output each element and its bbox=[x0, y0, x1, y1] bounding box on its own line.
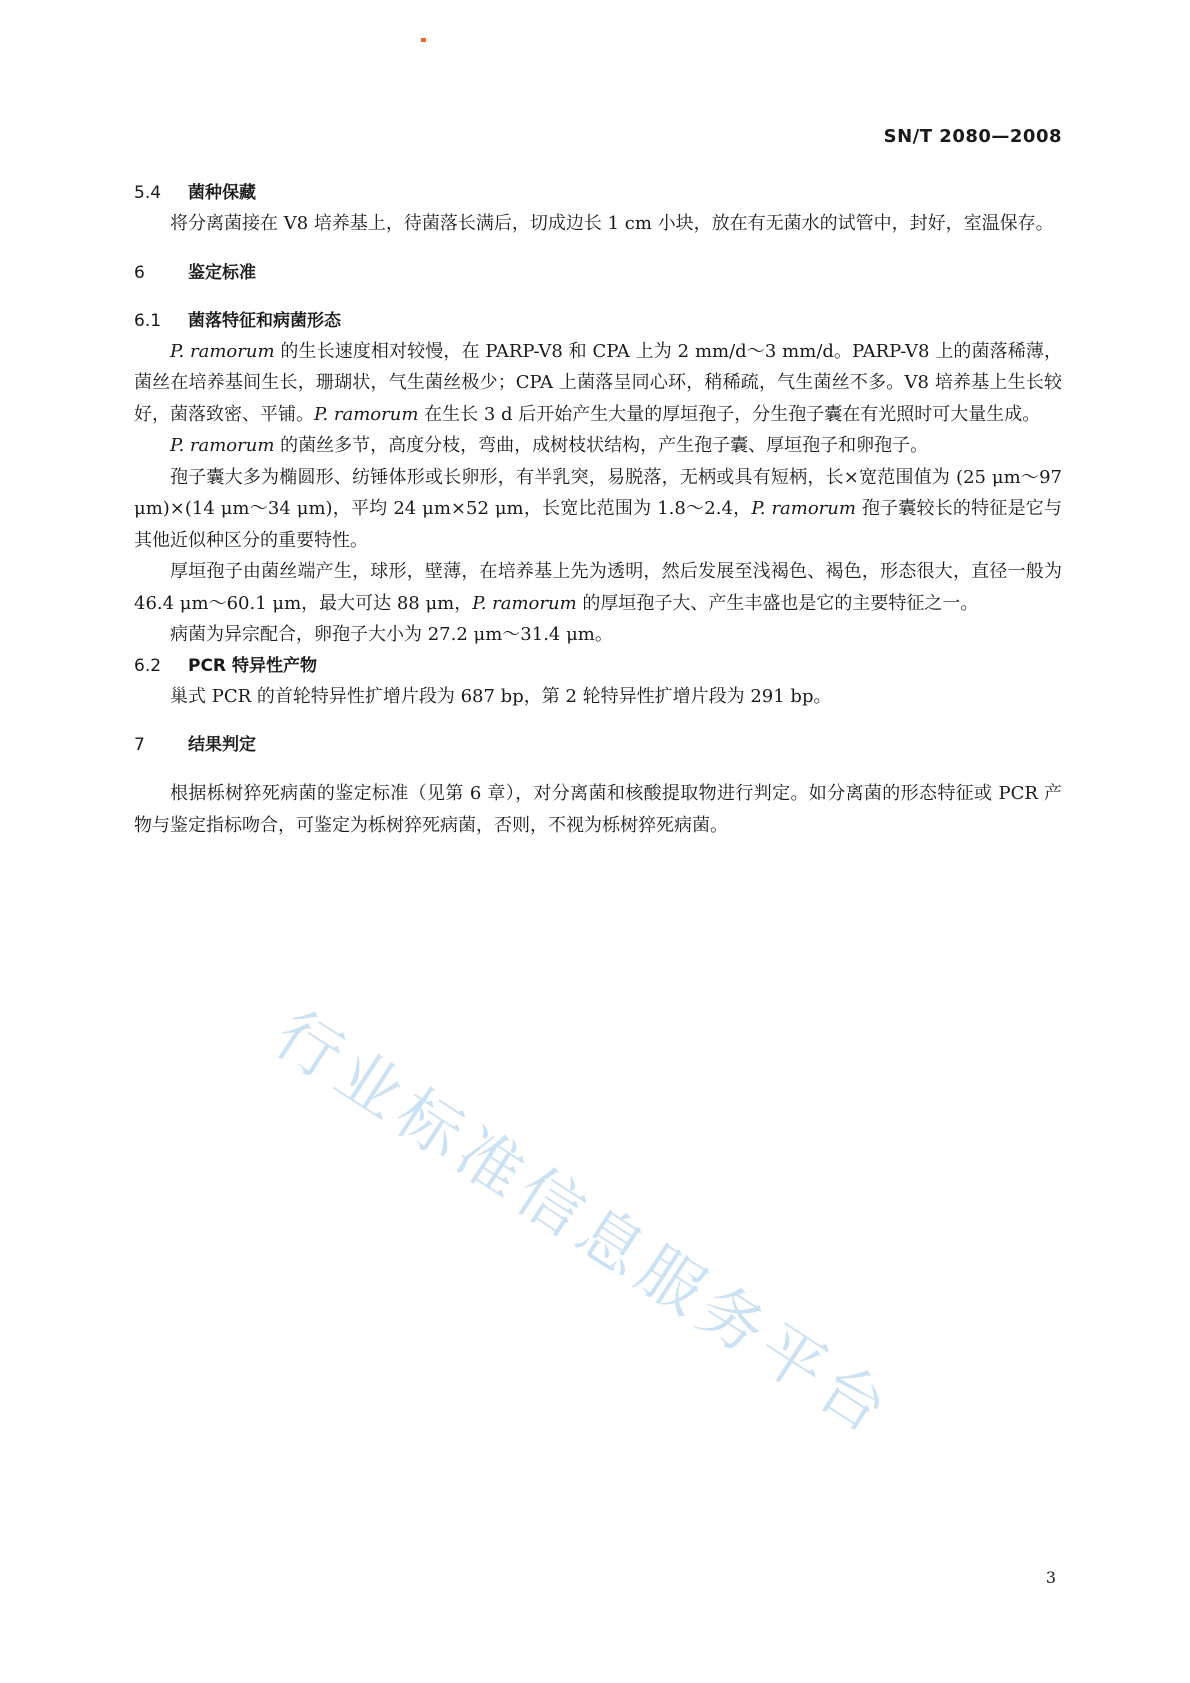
paragraph bbox=[134, 556, 1062, 619]
paragraph bbox=[134, 336, 1062, 431]
heading-title: 鉴定标准 bbox=[188, 262, 256, 283]
standard-number: SN/T 2080—2008 bbox=[883, 126, 1062, 147]
orange-mark bbox=[421, 38, 426, 42]
heading-title: 菌落特征和病菌形态 bbox=[188, 310, 341, 331]
heading-title: 结果判定 bbox=[188, 735, 256, 755]
text-run: 的厚垣孢子大、产生丰盛也是它的主要特征之一。 bbox=[576, 592, 979, 614]
paragraph: 病菌为异宗配合，卵孢子大小为 27.2 μm～31.4 μm。 bbox=[170, 624, 613, 645]
text-run: 孢子囊较长的特征是它与其他近似种区分的重要特性。 bbox=[134, 498, 1062, 551]
heading-number: 6.2 bbox=[134, 655, 162, 676]
heading-title: PCR 特异性产物 bbox=[188, 655, 317, 676]
heading-5-4 bbox=[134, 178, 1062, 208]
paragraph: 根据栎树猝死病菌的鉴定标准（见第 6 章），对分离菌和核酸提取物进行判定。如分离菌的形态特征或 PCR 产物与鉴定指标吻合，可鉴定为栎树猝死病菌，否则，不视为栎树猝死病菌。 bbox=[134, 783, 1062, 836]
heading-6 bbox=[134, 258, 1062, 288]
heading-6-2 bbox=[134, 651, 1062, 681]
document-body bbox=[134, 178, 1062, 841]
watermark: 行业标准信息服务平台 bbox=[261, 997, 906, 1452]
heading-number: 6.1 bbox=[134, 310, 162, 331]
paragraph bbox=[134, 462, 1062, 557]
heading-title: 菌种保藏 bbox=[188, 183, 256, 203]
heading-number: 6 bbox=[134, 262, 145, 283]
text-run: 的菌丝多节，高度分枝，弯曲，成树枝状结构，产生孢子囊、厚垣孢子和卵孢子。 bbox=[274, 435, 929, 456]
paragraph: 巢式 PCR 的首轮特异性扩增片段为 687 bp，第 2 轮特异性扩增片段为 291 bp。 bbox=[170, 685, 832, 707]
text-run: 孢子囊大多为椭圆形、纺锤体形或长卵形，有半乳突，易脱落，无柄或具有短柄，长×宽范围值为 (25 μm～97 μm)×(14 μm～34 μm)，平均 24 μm×52 μm，长宽比范围为 1.8～2.4， bbox=[134, 466, 1062, 519]
heading-6-1 bbox=[134, 306, 1062, 336]
species-name: P. ramorum bbox=[170, 435, 275, 456]
heading-number: 5.4 bbox=[134, 183, 162, 203]
text-run: 厚垣孢子由菌丝端产生，球形，壁薄，在培养基上先为透明，然后发展至浅褐色、褐色，形态很大，直径一般为 46.4 μm～60.1 μm，最大可达 88 μm， bbox=[134, 561, 1062, 614]
species-name: P. ramorum bbox=[472, 592, 577, 614]
paragraph: 将分离菌接在 V8 培养基上，待菌落长满后，切成边长 1 cm 小块，放在有无菌水的试管中，封好，室温保存。 bbox=[170, 213, 1054, 234]
heading-7 bbox=[134, 730, 1062, 760]
heading-number: 7 bbox=[134, 735, 145, 755]
paragraph bbox=[134, 430, 1062, 462]
text-run: 在生长 3 d 后开始产生大量的厚垣孢子，分生孢子囊在有光照时可大量生成。 bbox=[418, 403, 1041, 425]
page-number: 3 bbox=[1045, 1568, 1056, 1587]
species-name: P. ramorum bbox=[751, 498, 856, 519]
text-run: 的生长速度相对较慢，在 PARP-V8 和 CPA 上为 2 mm/d～3 mm/d。PARP-V8 上的菌落稀薄，菌丝在培养基间生长，珊瑚状，气生菌丝极少；CPA 上菌落呈同心环，稍稀疏，气生菌丝不多。V8 培养基上生长较好，菌落致密、平铺。 bbox=[134, 340, 1062, 425]
species-name: P. ramorum bbox=[170, 340, 275, 362]
species-name: P. ramorum bbox=[314, 403, 419, 425]
